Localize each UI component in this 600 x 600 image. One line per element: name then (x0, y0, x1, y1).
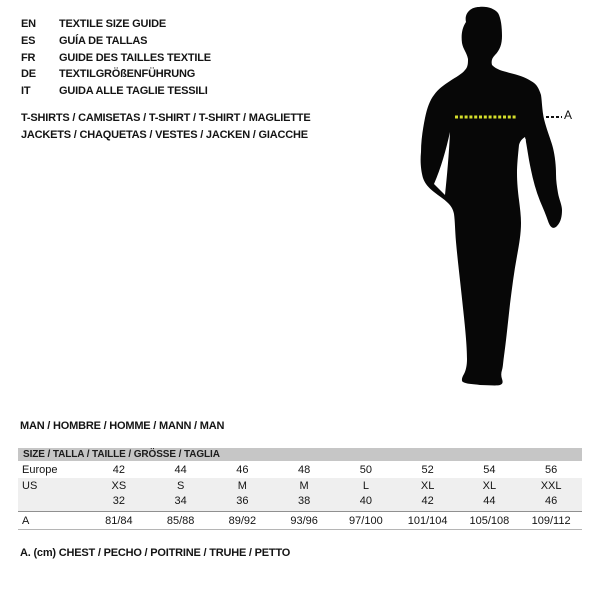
measure-label-a: A (564, 108, 573, 122)
size-cell: 32 (112, 495, 125, 507)
size-cell: XXL (540, 479, 562, 492)
row-label: US (22, 479, 38, 492)
size-cell: 42 (421, 495, 434, 507)
language-label: TEXTILGRÖßENFÜHRUNG (59, 68, 196, 81)
size-cell: 52 (421, 463, 434, 476)
language-row (21, 50, 211, 67)
language-label: TEXTILE SIZE GUIDE (59, 18, 167, 30)
size-cell: 42 (112, 463, 125, 476)
size-cell: 44 (174, 463, 187, 476)
man-silhouette (400, 4, 580, 396)
size-cell: M (237, 479, 247, 492)
size-cell: XS (111, 479, 127, 492)
size-cell: 48 (298, 463, 311, 476)
language-row (21, 33, 211, 50)
language-row (21, 66, 211, 83)
size-cell: 50 (359, 463, 372, 476)
table-row-europe (18, 461, 582, 478)
table-row-chest-a (18, 512, 582, 530)
size-cell: 38 (298, 495, 311, 507)
footnote-chest: A. (cm) CHEST / PECHO / POITRINE / TRUHE / PETTO (20, 547, 291, 559)
language-code: IT (21, 85, 31, 98)
size-cell: 44 (483, 495, 496, 507)
language-label: GUIDE DES TAILLES TEXTILE (59, 51, 211, 64)
size-cell: 93/96 (290, 514, 318, 527)
section-title-man: MAN / HOMBRE / HOMME / MANN / MAN (20, 420, 225, 432)
size-cell: 54 (483, 463, 496, 476)
size-cell: XL (482, 479, 497, 492)
size-cell: 36 (236, 495, 249, 507)
row-label: Europe (22, 463, 58, 476)
language-code: ES (21, 34, 36, 47)
size-cell: 101/104 (407, 514, 448, 527)
size-cell: 105/108 (469, 514, 510, 527)
size-cell: 89/92 (228, 514, 257, 527)
size-cell: S (176, 479, 185, 492)
size-cell: 34 (174, 495, 187, 507)
size-cell: L (362, 479, 369, 492)
size-cell: 97/100 (349, 514, 383, 527)
size-cell: 81/84 (105, 514, 133, 527)
language-label: GUIDA ALLE TAGLIE TESSILI (59, 85, 208, 98)
size-cell: 85/88 (166, 514, 195, 527)
table-row-us-numeric (18, 493, 582, 512)
category-jackets: JACKETS / CHAQUETAS / VESTES / JACKEN / GIACCHE (21, 129, 308, 141)
language-legend (21, 16, 211, 100)
size-cell: 46 (545, 495, 558, 507)
size-cell: 46 (236, 463, 249, 476)
size-cell: 56 (545, 463, 558, 476)
language-code: EN (21, 18, 36, 30)
size-table-header: SIZE / TALLA / TAILLE / GRÖSSE / TAGLIA (18, 448, 582, 461)
category-tshirts: T-SHIRTS / CAMISETAS / T-SHIRT / T-SHIRT / MAGLIETTE (21, 112, 311, 124)
language-label: GUÍA DE TALLAS (59, 34, 148, 47)
language-code: DE (21, 68, 36, 81)
size-cell: XL (420, 479, 435, 492)
size-table (18, 448, 582, 530)
language-row (21, 83, 211, 100)
size-cell: M (299, 479, 309, 492)
category-lines (21, 110, 310, 144)
size-cell: 109/112 (531, 514, 571, 527)
language-row (21, 16, 211, 33)
table-row-us (18, 478, 582, 493)
size-cell: 40 (359, 495, 372, 507)
row-label: A (22, 514, 30, 527)
language-code: FR (21, 51, 36, 64)
